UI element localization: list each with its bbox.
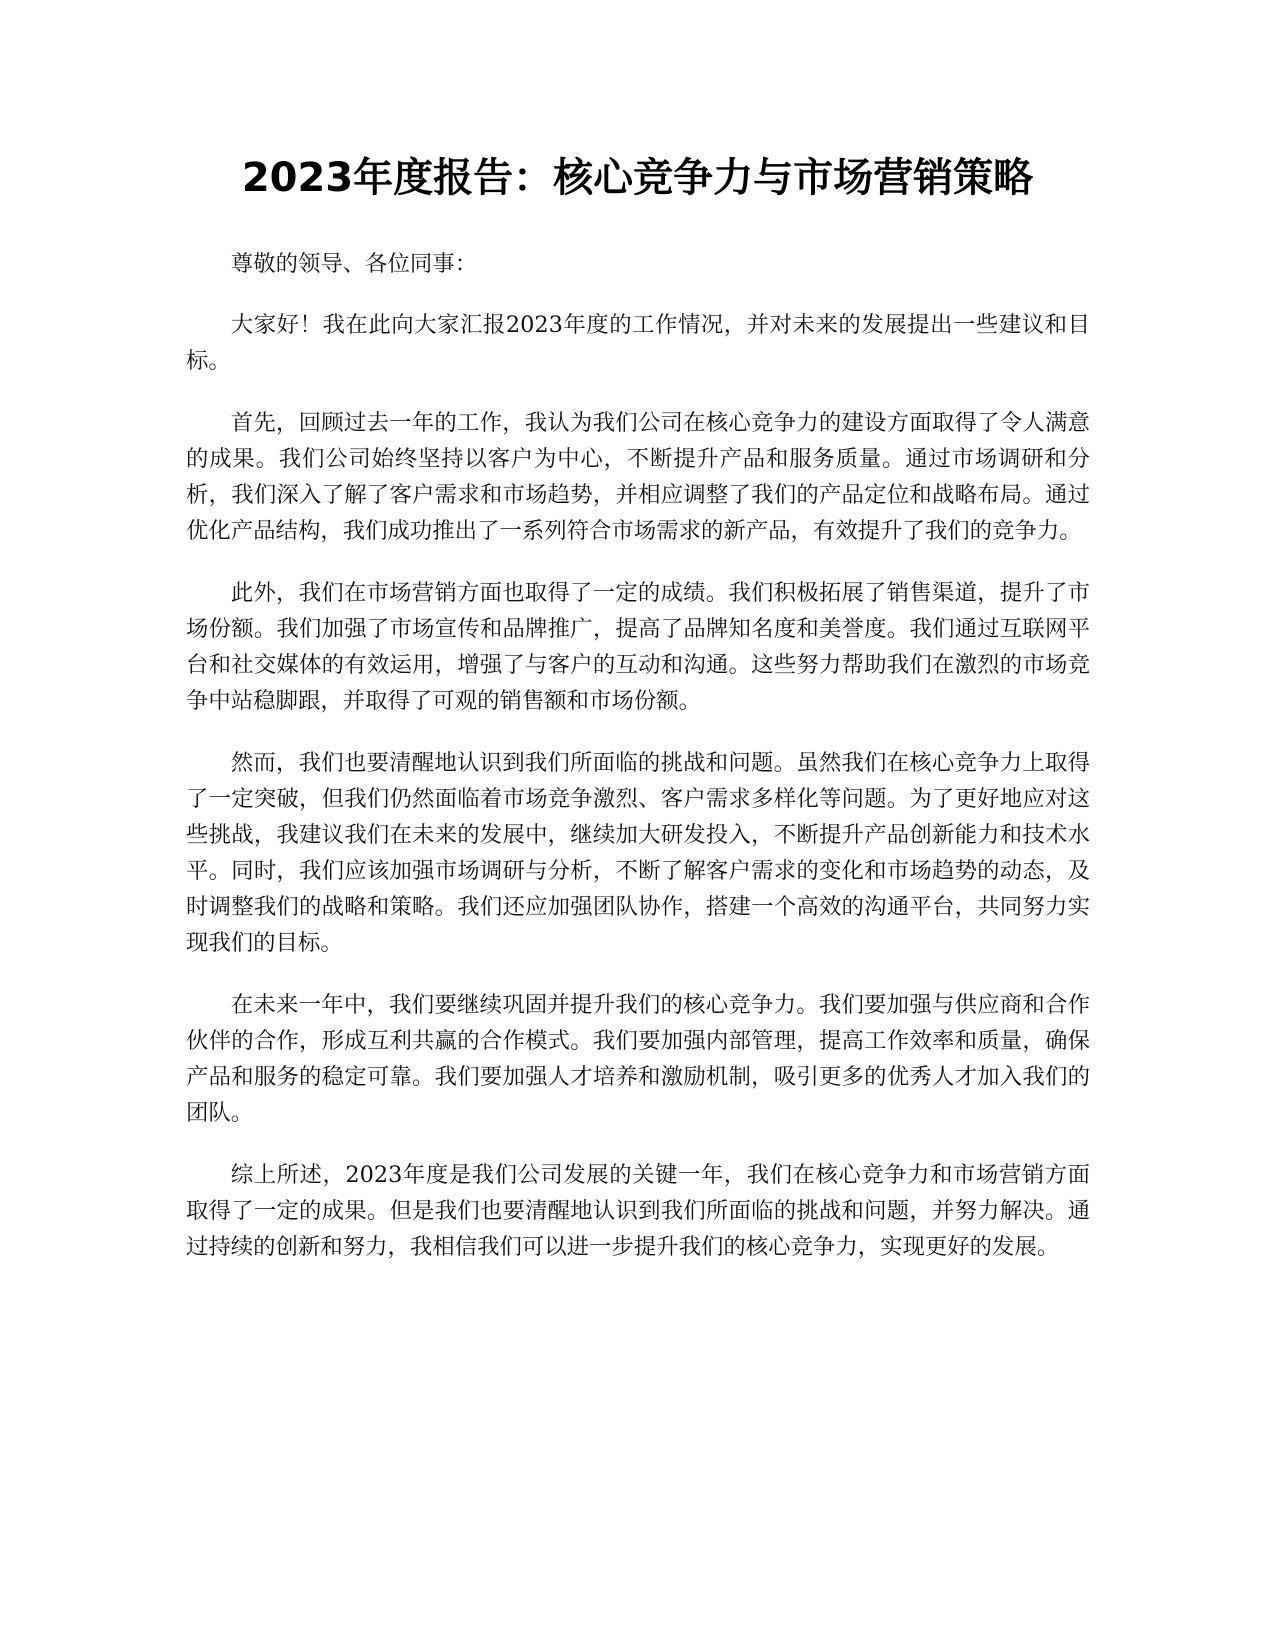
paragraph-greeting: 大家好！我在此向大家汇报2023年度的工作情况，并对未来的发展提出一些建议和目标。 xyxy=(186,312,1090,374)
document-body xyxy=(186,246,1090,1291)
paragraph-next-year: 在未来一年中，我们要继续巩固并提升我们的核心竞争力。我们要加强与供应商和合作伙伴的合作，形成互利共赢的合作模式。我们要加强内部管理，提高工作效率和质量，确保产品和服务的稳定可靠。我们要加强人才培养和激励机制，吸引更多的优秀人才加入我们的团队。 xyxy=(186,992,1090,1126)
paragraph-marketing: 此外，我们在市场营销方面也取得了一定的成绩。我们积极拓展了销售渠道，提升了市场份额。我们加强了市场宣传和品牌推广，提高了品牌知名度和美誉度。我们通过互联网平台和社交媒体的有效运用，增强了与客户的互动和沟通。这些努力帮助我们在激烈的市场竞争中站稳脚跟，并取得了可观的销售额和市场份额。 xyxy=(186,580,1090,714)
salutation: 尊敬的领导、各位同事： xyxy=(230,251,478,277)
page-title: 2023年度报告：核心竞争力与市场营销策略 xyxy=(241,155,1034,201)
paragraph-challenges: 然而，我们也要清醒地认识到我们所面临的挑战和问题。虽然我们在核心竞争力上取得了一定突破，但我们仍然面临着市场竞争激烈、客户需求多样化等问题。为了更好地应对这些挑战，我建议我们在未来的发展中，继续加大研发投入，不断提升产品创新能力和技术水平。同时，我们应该加强市场调研与分析，不断了解客户需求的变化和市场趋势的动态，及时调整我们的战略和策略。我们还应加强团队协作，搭建一个高效的沟通平台，共同努力实现我们的目标。 xyxy=(186,750,1090,956)
paragraph-core-competitiveness: 首先，回顾过去一年的工作，我认为我们公司在核心竞争力的建设方面取得了令人满意的成果。我们公司始终坚持以客户为中心，不断提升产品和服务质量。通过市场调研和分析，我们深入了解了客户需求和市场趋势，并相应调整了我们的产品定位和战略布局。通过优化产品结构，我们成功推出了一系列符合市场需求的新产品，有效提升了我们的竞争力。 xyxy=(186,410,1090,544)
paragraph-conclusion: 综上所述，2023年度是我们公司发展的关键一年，我们在核心竞争力和市场营销方面取得了一定的成果。但是我们也要清醒地认识到我们所面临的挑战和问题，并努力解决。通过持续的创新和努力，我相信我们可以进一步提升我们的核心竞争力，实现更好的发展。 xyxy=(186,1162,1090,1260)
